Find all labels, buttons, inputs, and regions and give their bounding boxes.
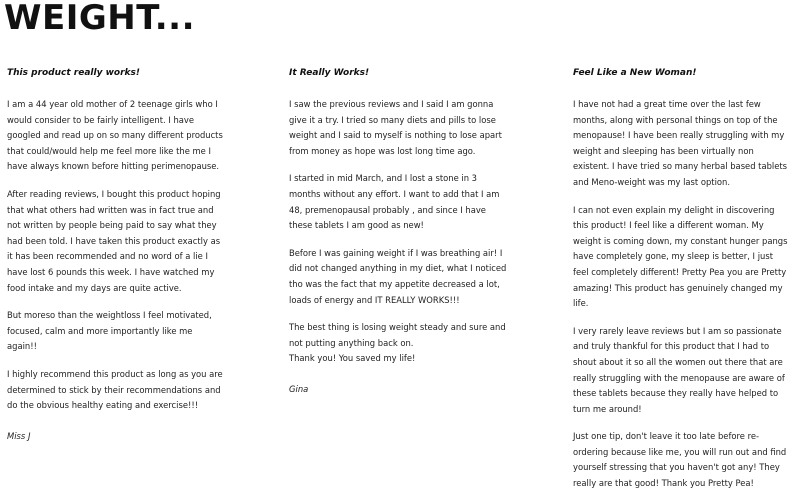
- review-paragraph: I can not even explain my delight in discovering this product! I feel like a different woman. My weight is coming down, my constant hunger pangs have completely gone, my sleep is better, I just feel completely different! Pretty Pea you are Pretty amazing! This product has genuinely changed my life.: [573, 204, 788, 309]
- review-author: Miss J: [7, 430, 31, 441]
- review-paragraph: Thank you! You saved my life!: [289, 353, 416, 364]
- review-paragraph: I have not had a great time over the last few months, along with personal things on top of the menopause! I have been really struggling with my weight and sleeping has been virtually non existent. I have tried so many herbal based tablets and Meno-weight was my last option.: [573, 99, 788, 187]
- review-card-2: [289, 66, 507, 396]
- review-title: This product really works!: [7, 68, 140, 78]
- page-heading: WEIGHT...: [4, 0, 196, 38]
- review-title: Feel Like a New Woman!: [573, 68, 697, 78]
- review-paragraph: But moreso than the weightloss I feel motivated, focused, calm and more importantly like me again!!: [7, 310, 212, 352]
- review-author: Gina: [289, 383, 309, 394]
- review-paragraph: The best thing is losing weight steady and sure and not putting anything back on.: [289, 322, 506, 348]
- review-card-1: [7, 66, 225, 443]
- review-card-3: [573, 66, 791, 504]
- review-paragraph: After reading reviews, I bought this product hoping that what others had written was in fact true and not written by people being paid to say what they had been told. I have taken this product exactly as it has been recommended and no word of a lie I have lost 6 pounds this week. I have watched my food intake and my days are quite active.: [7, 188, 221, 293]
- review-paragraph: I am a 44 year old mother of 2 teenage girls who I would consider to be fairly intelligent. I have googled and read up on so many different products that could/would help me feel more like the me I have always known before hitting perimenopause.: [7, 99, 223, 172]
- review-paragraph: Before I was gaining weight if I was breathing air! I did not changed anything in my diet, what I noticed tho was the fact that my appetite decreased a lot, loads of energy and IT REALLY WORKS!!!: [289, 247, 507, 305]
- review-paragraph: I started in mid March, and I lost a stone in 3 months without any effort. I want to add that I am 48, premenopausal probably , and since I have these tablets I am good as new!: [289, 173, 500, 231]
- review-paragraph: I highly recommend this product as long as you are determined to stick by their recommendations and do the obvious healthy eating and exercise!!!: [7, 368, 223, 411]
- review-paragraph: I saw the previous reviews and I said I am gonna give it a try. I tried so many diets and pills to lose weight and I said to myself is nothing to lose apart from money as hope was lost long time ago.: [289, 99, 502, 156]
- review-paragraph: Just one tip, don't leave it too late before re-ordering because like me, you will run out and find yourself stressing that you haven't got any! They really are that good! Thank you Pretty Pea!: [573, 431, 787, 489]
- review-title: It Really Works!: [289, 68, 370, 78]
- review-paragraph: I very rarely leave reviews but I am so passionate and truly thankful for this product that I had to shout about it so all the women out there that are really struggling with the menopause are aware of these tablets because they really have helped to turn me around!: [573, 325, 785, 414]
